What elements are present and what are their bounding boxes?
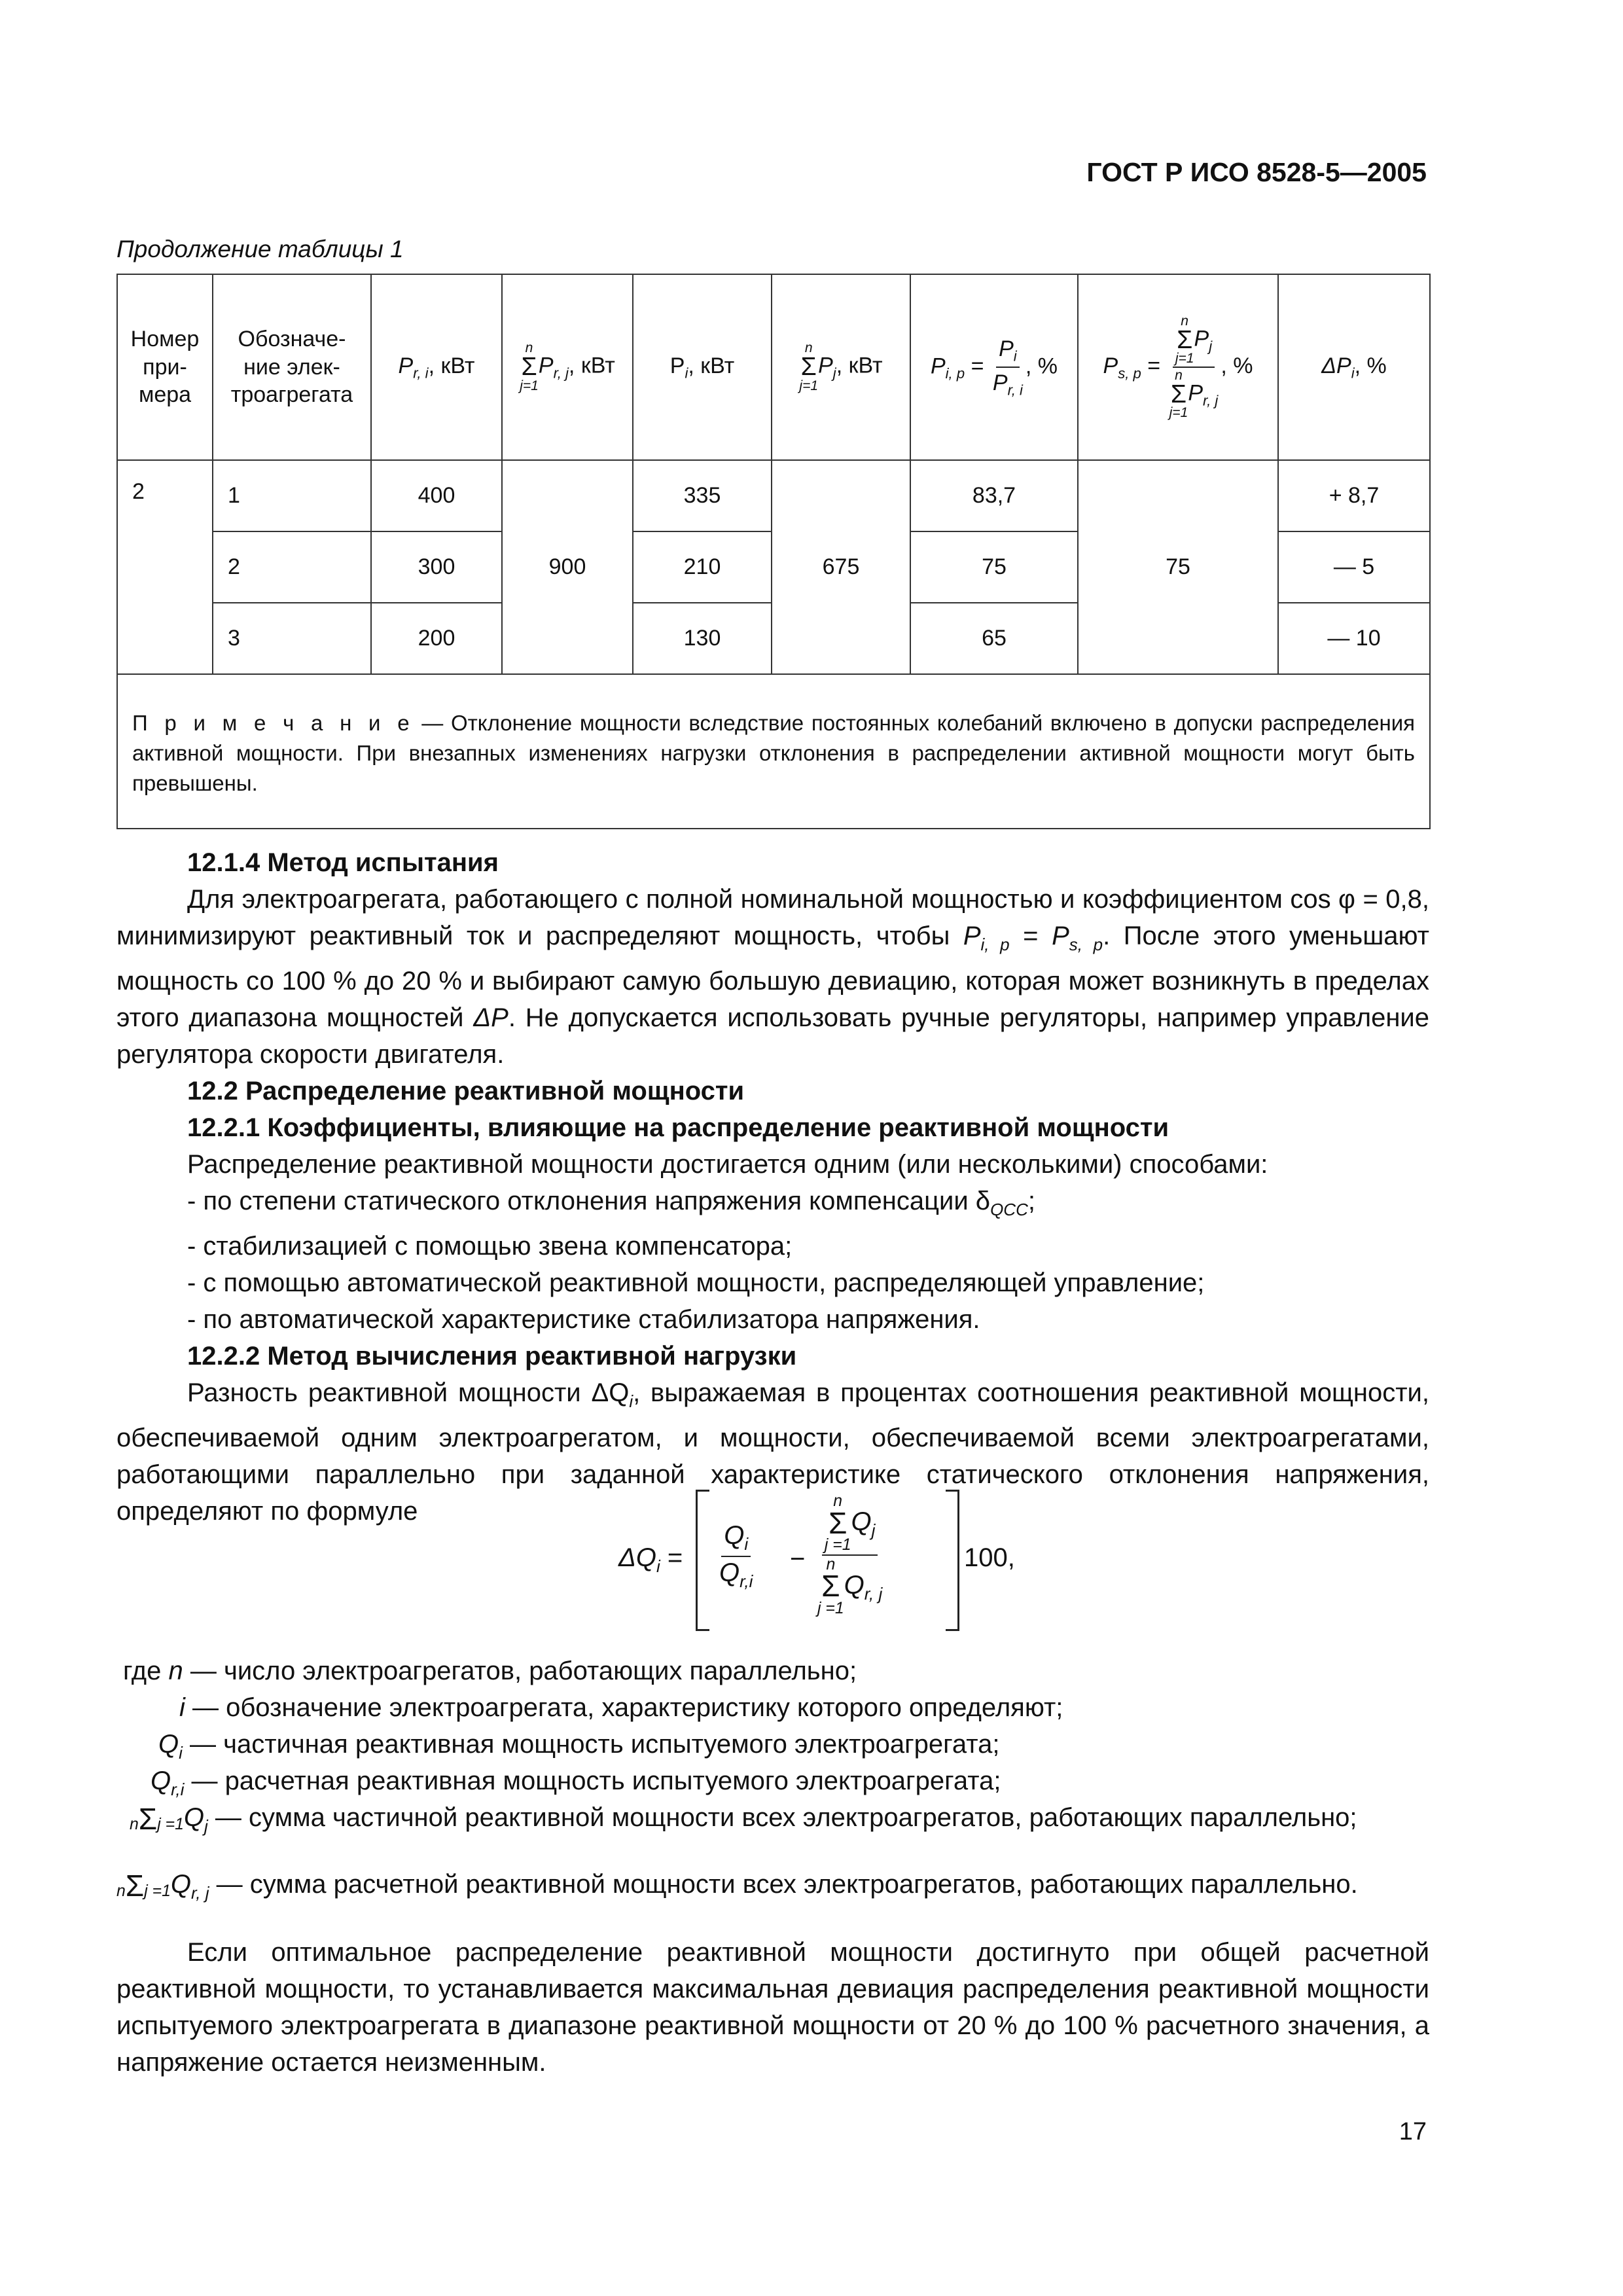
header-psp-ratio: $P_{s, p}$ = n Σ j=1 $P_j$ n Σ j=1 $P_{r, j}$ , % <box>1078 274 1278 460</box>
table-note-row <box>117 674 1430 829</box>
cell-pip: 75 <box>910 531 1078 603</box>
note-text: — Отклонение мощности вследствие постоянных колебаний включено в допуски распределения активной мощности. При внезапных изменениях нагрузки отклонения в распределении активной мощности могут быть превышены. <box>132 710 1416 796</box>
cell-unit: 1 <box>213 460 371 531</box>
list-item: - по степени статического отклонения напряжения компенсации $\delta_{QCC}$; <box>187 1187 1035 1220</box>
list-item: - по автоматической характеристике стабилизатора напряжения. <box>187 1305 980 1335</box>
cell-example-number: 2 <box>117 460 213 674</box>
cell-sum-active-power: 675 <box>772 460 910 674</box>
formula-lhs: $\Delta Q_i$ = <box>618 1543 683 1577</box>
cell-rated-power: 200 <box>371 603 502 674</box>
cell-deviation: — 10 <box>1278 603 1430 674</box>
paragraph: Распределение реактивной мощности достигается одним (или несколькими) способами: <box>187 1150 1268 1179</box>
paragraph: Для электроагрегата, работающего с полной номинальной мощностью и коэффициентом cos φ = 0,8, минимизируют реактивный ток и распределяют мощность, чтобы $P_{i, p} = P_{s, p}$. После этого уменьшают мощность со 100 % до 20 % и выбирают самую большую девиацию, которая может возникнуть в пределах этого диапазона мощностей ΔP. Не допускается использовать ручные регуляторы, например управление регулятора скорости двигателя. <box>116 885 1430 1069</box>
cell-rated-power: 400 <box>371 460 502 531</box>
paragraph: Разность реактивной мощности $\Delta Q_i$, выражаемая в процентах соотношения реактивной мощности, обеспечиваемой одним электроагрегатом, и мощности, обеспечиваемой всеми электроагрегатами, работающими параллельно при заданной характеристике статического отклонения напряжения, определяют по формуле <box>116 1378 1429 1526</box>
definition-row: i — обозначение электроагрегата, характеристику которого определяют; <box>179 1693 1063 1722</box>
definition-row: $n\Sigma j =1Q_{r, j}$ — сумма расчетной реактивной мощности всех электроагрегатов, работающих параллельно. <box>116 1868 1358 1903</box>
cell-pip: 65 <box>910 603 1078 674</box>
table-row <box>117 460 1430 531</box>
closing-paragraph-block <box>116 1934 1429 2081</box>
table-note <box>117 674 1430 829</box>
cell-unit: 2 <box>213 531 371 603</box>
cell-deviation: + 8,7 <box>1278 460 1430 531</box>
header-pip-ratio: $P_{i, p}$ = $\frac{P_i}{P_{r, i}}$ , % <box>910 274 1078 460</box>
header-sum-active-power: n Σ j=1 $P_j$, кВт <box>772 274 910 460</box>
cell-sum-rated-power: 900 <box>502 460 633 674</box>
definition-row: $Q_{r,i}$ — расчетная реактивная мощность испытуемого электроагрегата; <box>151 1767 1001 1800</box>
cell-deviation: — 5 <box>1278 531 1430 603</box>
header-active-power: $P_i$, кВт <box>633 274 772 460</box>
cell-active-power: 130 <box>633 603 772 674</box>
table-caption: Продолжение таблицы 1 <box>116 236 404 262</box>
paragraph: Если оптимальное распределение реактивной мощности достигнуто при общей расчетной реактивной мощности, то устанавливается максимальная девиация распределения реактивной мощности испытуемого электроагрегата в диапазоне реактивной мощности от 20 % до 100 % расчетного значения, а напряжение остается неизменным. <box>116 1938 1429 2077</box>
header-deviation: $\Delta P_i$, % <box>1278 274 1430 460</box>
document-code: ГОСТ Р ИСО 8528-5—2005 <box>1086 157 1427 187</box>
header-example-number: Номер при- мера <box>117 274 213 460</box>
list-item: - с помощью автоматической реактивной мощности, распределяющей управление; <box>187 1268 1205 1298</box>
reactive-power-formula <box>618 1484 1015 1636</box>
header-rated-power: $P_{r, i}$, кВт <box>371 274 502 460</box>
section-heading: 12.1.4 Метод испытания <box>187 848 499 877</box>
left-bracket <box>696 1490 709 1631</box>
definition-row: $Q_i$ — частичная реактивная мощность испытуемого электроагрегата; <box>158 1730 1000 1763</box>
data-table <box>116 274 1431 829</box>
formula-term-2: n Σ j =1 $Q_j$ n Σ j =1 $Q_{r, j}$ <box>817 1492 883 1618</box>
cell-psp: 75 <box>1078 460 1278 674</box>
cell-rated-power: 300 <box>371 531 502 603</box>
data-table-wrapper <box>116 274 1429 829</box>
table-header-row <box>117 274 1430 460</box>
cell-active-power: 335 <box>633 460 772 531</box>
right-bracket <box>946 1490 959 1631</box>
cell-pip: 83,7 <box>910 460 1078 531</box>
definition-row: где n — число электроагрегатов, работающих параллельно; <box>123 1657 857 1685</box>
header-unit-designation: Обозначе- ние элек- троагрегата <box>213 274 371 460</box>
formula-coefficient: 100, <box>964 1543 1015 1572</box>
cell-unit: 3 <box>213 603 371 674</box>
section-heading: 12.2.2 Метод вычисления реактивной нагрузки <box>187 1342 797 1371</box>
cell-active-power: 210 <box>633 531 772 603</box>
definition-row: $n\Sigma j =1Q_j$ — сумма частичной реактивной мощности всех электроагрегатов, работающих параллельно; <box>130 1801 1357 1837</box>
formula-term-1: $\frac{Q_i}{Q_{r,i}}$ <box>719 1521 753 1592</box>
section-heading: 12.2.1 Коэффициенты, влияющие на распределение реактивной мощности <box>187 1113 1169 1143</box>
header-sum-rated-power: n Σ j=1 $P_{r, j}$, кВт <box>502 274 633 460</box>
section-12-1-4 <box>116 844 1429 1530</box>
list-item: - стабилизацией с помощью звена компенсатора; <box>187 1232 793 1261</box>
formula-minus: − <box>790 1545 806 1573</box>
note-label: П р и м е ч а н и е <box>132 710 414 735</box>
page-number: 17 <box>1399 2118 1427 2145</box>
section-heading: 12.2 Распределение реактивной мощности <box>187 1077 745 1106</box>
